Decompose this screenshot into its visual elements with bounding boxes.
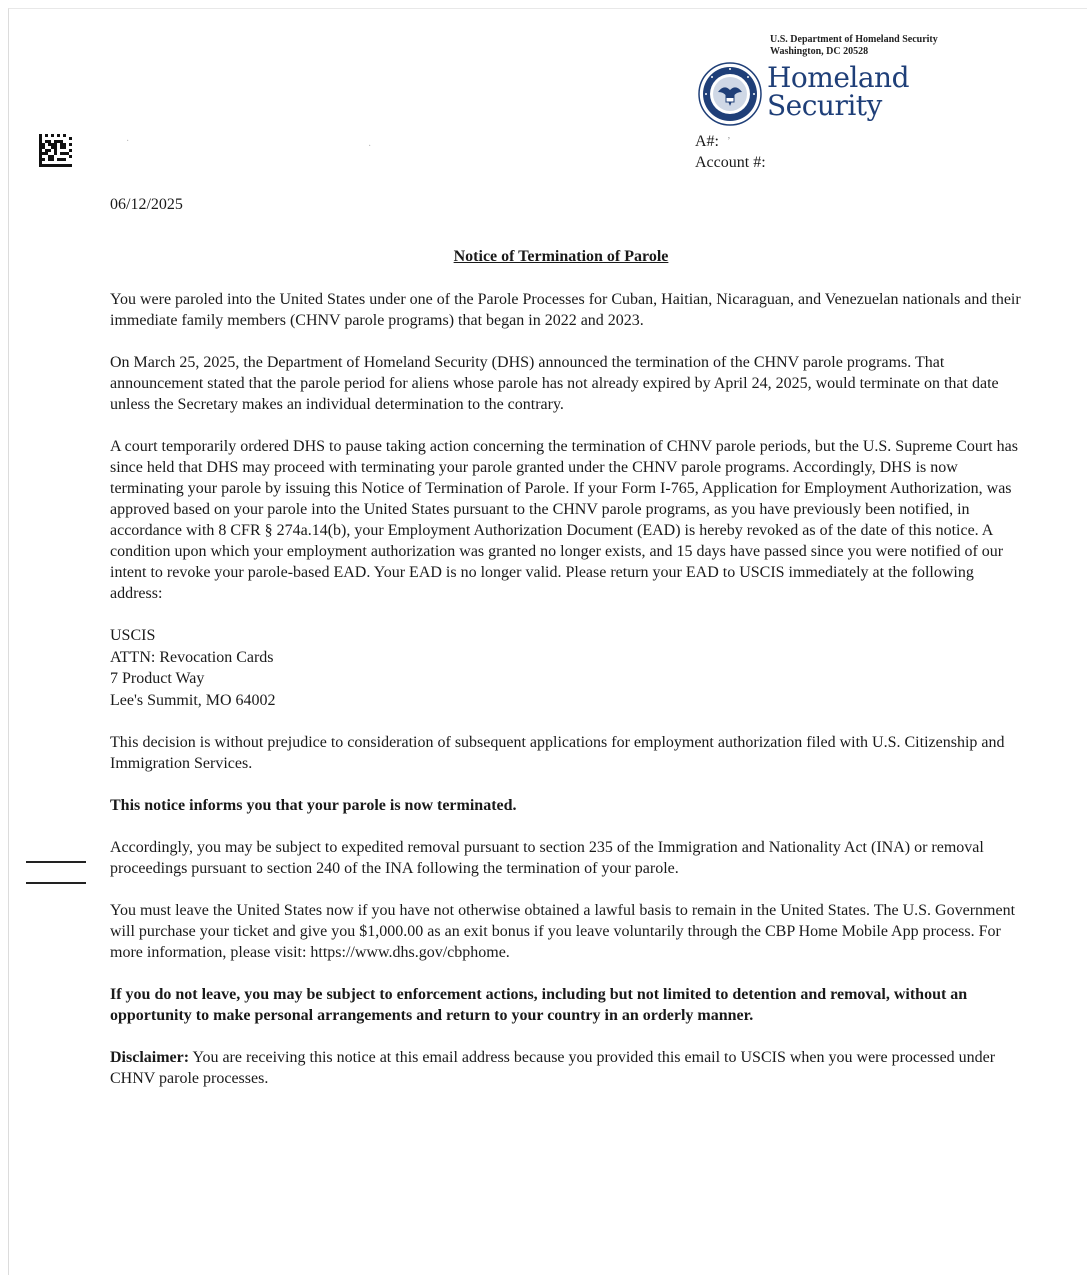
paragraph-removal: Accordingly, you may be subject to expedited removal pursuant to section 235 of the Immigration and Nationality Act (INA) or removal proceedings pursuant to section 240 of the INA following the termination of your parole.: [110, 839, 984, 877]
address-line: Lee's Summit, MO 64002: [110, 691, 276, 709]
notice-terminated-statement: This notice informs you that your parole is now terminated.: [110, 797, 517, 814]
a-number-row: [695, 131, 766, 152]
wordmark-homeland: Homeland: [767, 61, 910, 94]
paragraph-termination-ead: A court temporarily ordered DHS to pause taking action concerning the termination of CHNV parole periods, but the U.S. Supreme Court has since held that DHS may proceed with terminating your parole granted under the CHNV parole programs. Accordingly, DHS is now terminating your parole by issuing this Notice of Termination of Parole. If your Form I-765, Application for Employment Authorization, was approved based on your parole into the United States pursuant to the CHNV parole programs, as you have previously been notified, in accordance with 8 CFR § 274a.14(b), your Employment Authorization Document (EAD) is hereby revoked as of the date of this notice. A condition upon which your employment authorization was granted no longer exists, and 15 days have passed since you were notified of our intent to revoke your parole-based EAD. Your EAD is no longer valid. Please return your EAD to USCIS immediately at the following address:: [110, 438, 1018, 602]
letter-title: Notice of Termination of Parole: [453, 248, 669, 265]
disclaimer-text: You are receiving this notice at this email address because you provided this email to USCIS when you were processed under CHNV parole processes.: [110, 1049, 996, 1087]
margin-mark: [26, 882, 86, 884]
account-number-label: Account #:: [695, 154, 766, 171]
a-number-label: A#:: [695, 133, 719, 150]
address-line: ATTN: Revocation Cards: [110, 648, 274, 666]
account-number-row: [695, 152, 766, 173]
enforcement-warning: If you do not leave, you may be subject to enforcement actions, including but not limited to detention and removal, without an opportunity to make personal arrangements and return to your country in an orderly manner.: [110, 986, 968, 1024]
a-number-value: ʼ: [727, 135, 731, 147]
letter-body: [110, 289, 1028, 1110]
return-address: [110, 625, 1028, 711]
recipient-identifiers: [695, 131, 766, 173]
scan-speck: ·: [126, 136, 130, 147]
paragraph-parole-background: You were paroled into the United States under one of the Parole Processes for Cuban, Haitian, Nicaraguan, and Venezuelan nationals and their immediate family members (CHNV parole programs) that began in 2022 and 2023.: [110, 291, 1021, 329]
dhs-seal-icon: [698, 62, 762, 126]
margin-mark: [26, 861, 86, 863]
paragraph-announcement: On March 25, 2025, the Department of Homeland Security (DHS) announced the termination of the CHNV parole programs. That announcement stated that the parole period for aliens whose parole has not already expired by April 24, 2025, would terminate on that date unless the Secretary makes an individual determination to the contrary.: [110, 354, 999, 413]
datamatrix-code-icon: [39, 134, 72, 167]
paragraph-leave-us: You must leave the United States now if you have not otherwise obtained a lawful basis to remain in the United States. The U.S. Government will purchase your ticket and give you $1,000.00 as an exit bonus if you leave voluntarily through the CBP Home Mobile App process. For more information, please visit: https://www.dhs.gov/cbphome.: [110, 902, 1016, 961]
address-line: USCIS: [110, 627, 156, 644]
disclaimer: [110, 1047, 1028, 1089]
disclaimer-label: Disclaimer:: [110, 1049, 190, 1066]
letter-date: 06/12/2025: [110, 196, 183, 213]
agency-address: [770, 34, 938, 58]
agency-name: U.S. Department of Homeland Security: [770, 34, 938, 45]
address-line: 7 Product Way: [110, 670, 205, 687]
agency-city: Washington, DC 20528: [770, 46, 869, 57]
paragraph-without-prejudice: This decision is without prejudice to consideration of subsequent applications for employment authorization filed with U.S. Citizenship and Immigration Services.: [110, 734, 1005, 772]
scan-speck: ·: [368, 141, 372, 152]
dhs-wordmark: [767, 61, 910, 122]
wordmark-security: Security: [767, 89, 882, 122]
